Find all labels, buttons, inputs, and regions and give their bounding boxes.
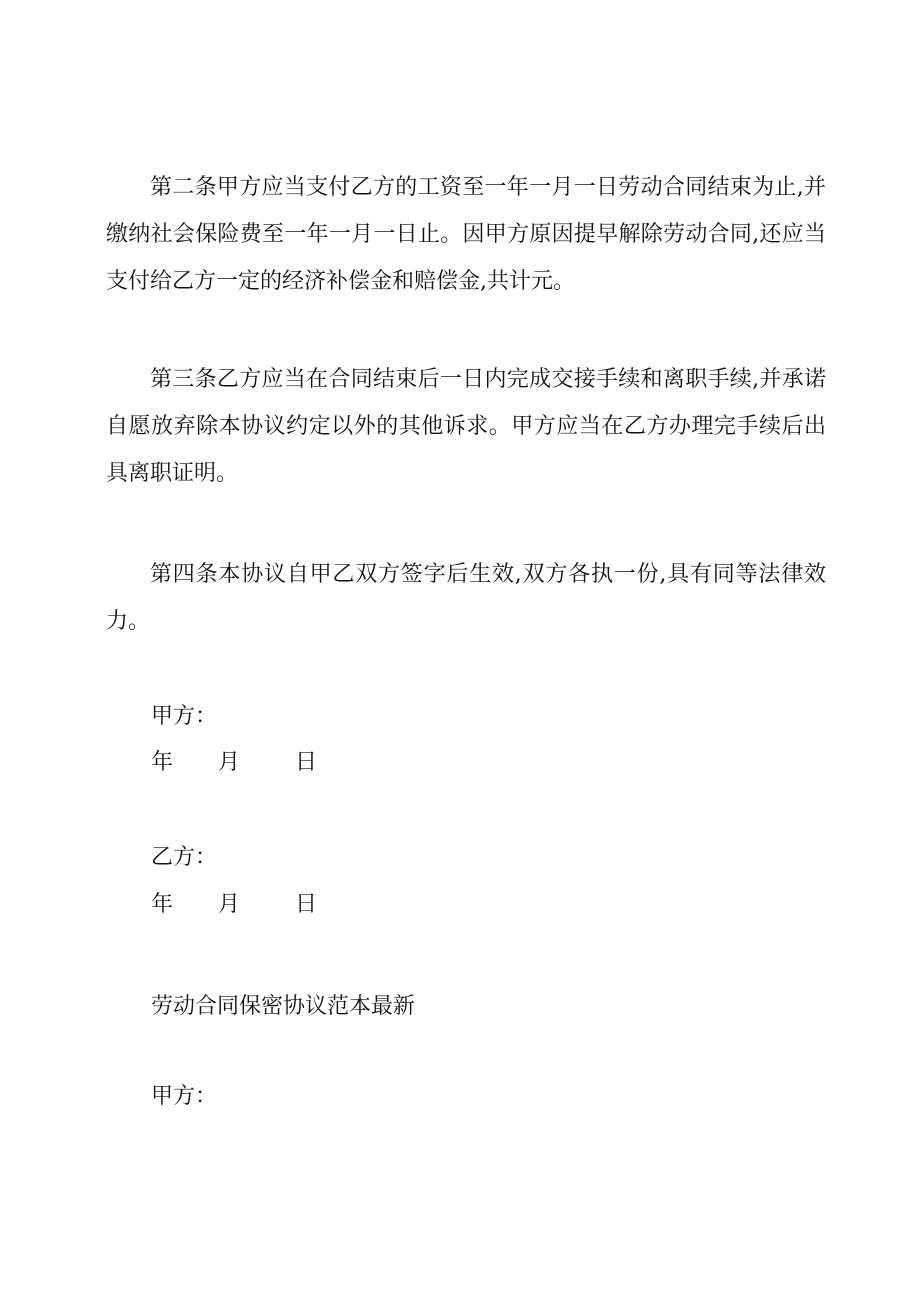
date-month-label: 月: [218, 892, 241, 917]
date-year-label: 年: [151, 750, 174, 775]
date-month-label: 月: [218, 750, 241, 775]
next-document-title: 劳动合同保密协议范本最新: [151, 994, 416, 1019]
date-year-label: 年: [151, 892, 174, 917]
date-day-label: 日: [295, 750, 318, 775]
clause-4-paragraph: 第四条本协议自甲乙双方签字后生效,双方各执一份,具有同等法律效力。: [106, 562, 826, 634]
clause-2-paragraph: 第二条甲方应当支付乙方的工资至一年一月一日劳动合同结束为止,并缴纳社会保险费至一年一月一日止。因甲方原因提早解除劳动合同,还应当支付给乙方一定的经济补偿金和赔偿金,共计元。: [106, 175, 826, 294]
clause-3-paragraph: 第三条乙方应当在合同结束后一日内完成交接手续和离职手续,并承诺自愿放弃除本协议约定以外的其他诉求。甲方应当在乙方办理完手续后出具离职证明。: [106, 367, 826, 486]
date-day-label: 日: [295, 892, 318, 917]
party-a-signature-label: 甲方：: [151, 704, 218, 729]
party-b-signature-label: 乙方：: [151, 845, 218, 870]
next-document-party-a-label: 甲方：: [151, 1084, 218, 1109]
